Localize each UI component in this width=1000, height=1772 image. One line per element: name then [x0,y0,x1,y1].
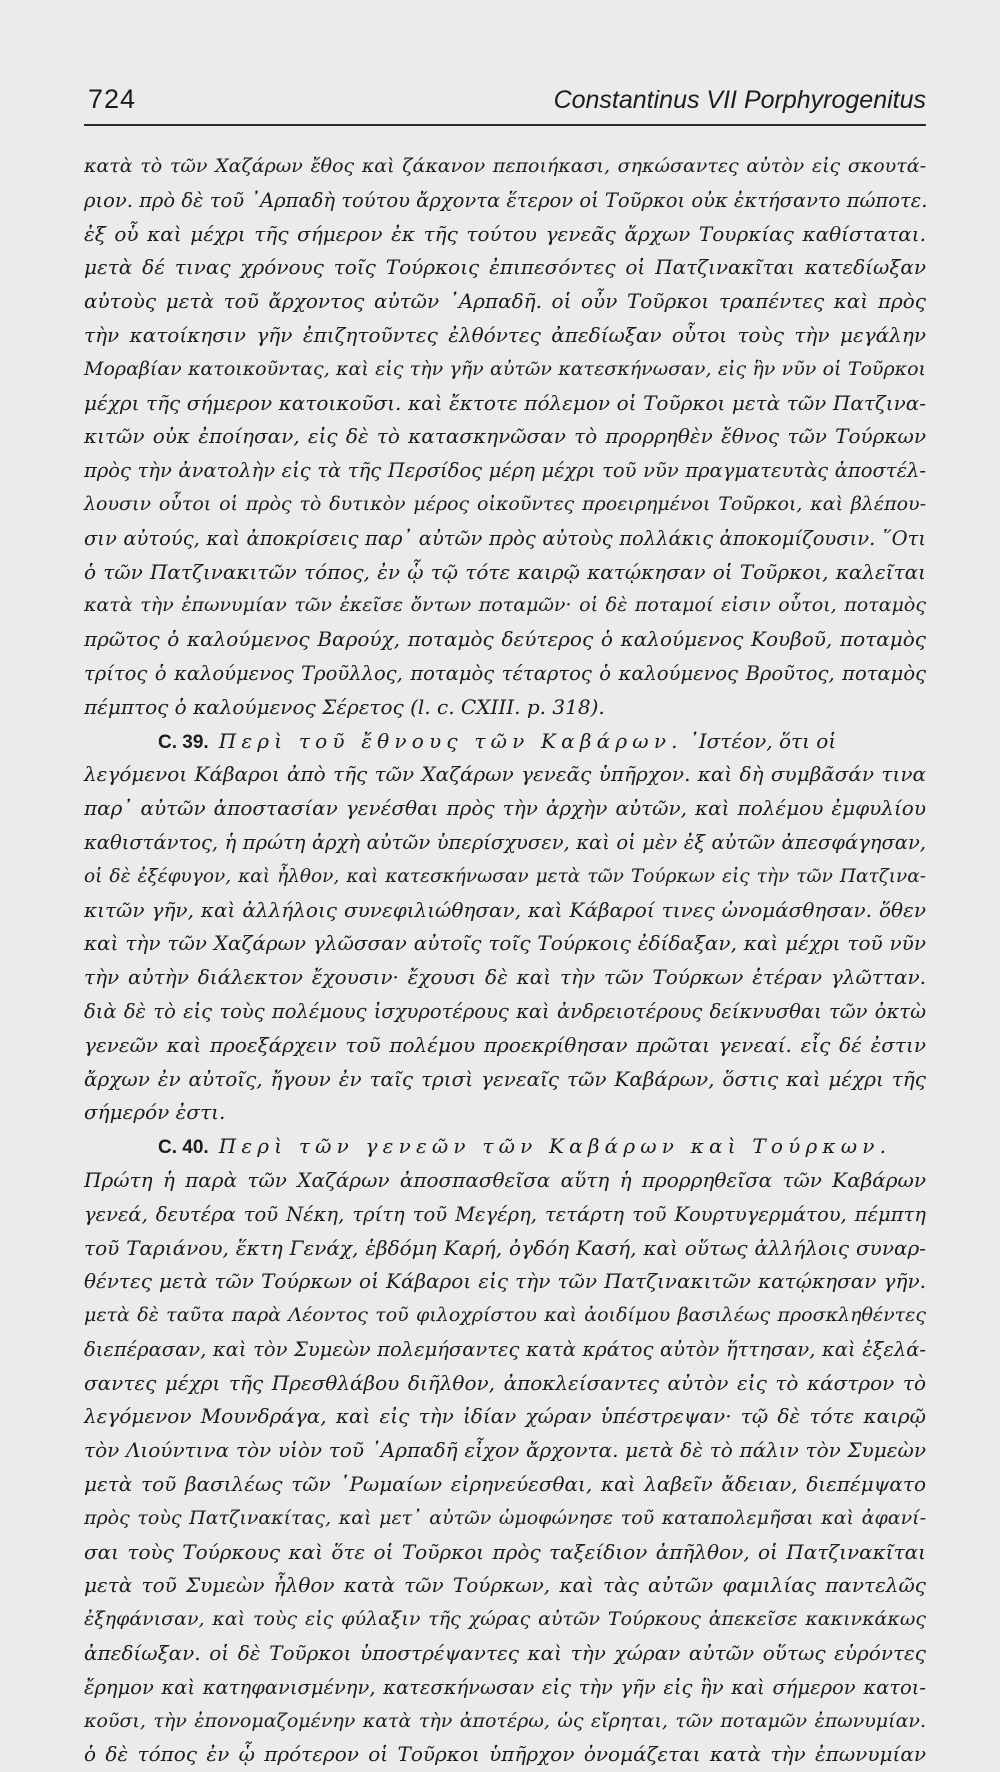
text-line: παρ᾿ αὐτῶν ἀποστασίαν γενέσθαι πρὸς τὴν ἀρχὴν αὐτῶν, καὶ πολέμου ἐμφυλίου [84,796,926,821]
running-title: Constantinus VII Porphyrogenitus [553,86,926,114]
section-number: C. 39. [158,731,209,753]
running-head [84,84,926,124]
text-line: Μοραβίαν κατοικοῦντας, καὶ εἰς τὴν γῆν αὐτῶν κατεσκήνωσαν, εἰς ἣν νῦν οἱ Τοῦρκοι [84,357,926,380]
section-title: Περὶ τῶν γενεῶν τῶν Καβάρων καὶ Τούρκων. [218,1134,892,1159]
text-line: κατὰ τὴν ἐπωνυμίαν τῶν ἐκεῖσε ὄντων ποταμῶν· οἱ δὲ ποταμοί εἰσιν οὗτοι, ποταμὸς [84,594,926,617]
section-title: Περὶ τοῦ ἔθνους τῶν Καβάρων. [218,728,683,753]
text-line: λεγόμενον Μουνδράγα, καὶ εἰς τὴν ἰδίαν χώραν ὑπέστρεψαν· τῷ δὲ τότε καιρῷ [84,1404,926,1429]
text-line: ὁ δὲ τόπος ἐν ᾧ πρότερον οἱ Τοῦρκοι ὑπῆρχον ὀνομάζεται κατὰ τὴν ἐπωνυμίαν [84,1742,926,1767]
text-line: κιτῶν οὐκ ἐποίησαν, εἰς δὲ τὸ κατασκηνῶσαν τὸ προρρηθὲν ἔθνος τῶν Τούρκων [84,424,926,449]
main-text [84,150,926,1772]
text-line: σιν αὐτούς, καὶ ἀποκρίσεις παρ᾿ αὐτῶν πρὸς αὐτοὺς πολλάκις ἀποκομίζουσιν. ῞Οτι [84,526,926,550]
text-line: τὸν Λιούντινα τὸν υἱὸν τοῦ ᾿Αρπαδῆ εἶχον ἄρχοντα. μετὰ δὲ τὸ πάλιν τὸν Συμεὼν [84,1438,926,1463]
text-line: Πρώτη ἡ παρὰ τῶν Χαζάρων ἀποσπασθεῖσα αὕτη ἡ προρρηθεῖσα τῶν Καβάρων [84,1167,926,1192]
text-line: λουσιν οὗτοι οἱ πρὸς τὸ δυτικὸν μέρος οἰκοῦντες προειρημένοι Τοῦρκοι, καὶ βλέπου- [84,492,926,515]
text-line: θέντες μετὰ τῶν Τούρκων οἱ Κάβαροι εἰς τὴν τῶν Πατζινακιτῶν κατῴκησαν γῆν. [84,1269,926,1294]
text-line: γενεά, δευτέρα τοῦ Νέκη, τρίτη τοῦ Μεγέρη, τετάρτη τοῦ Κουρτυγερμάτου, πέμπτη [84,1202,926,1226]
text-line: πέμπτος ὁ καλούμενος Σέρετος (l. c. CXIII. p. 318). [84,694,605,719]
text-line: ἔρημον καὶ κατηφανισμένην, κατεσκήνωσαν εἰς τὴν γῆν εἰς ἣν καὶ σήμερον κατοι- [84,1675,926,1699]
text-line: καθιστάντος, ἡ πρώτη ἀρχὴ αὐτῶν ὑπερίσχυσεν, καὶ οἱ μὲν ἐξ αὐτῶν ἀπεσφάγησαν, [84,830,926,854]
text-line: καὶ τὴν τῶν Χαζάρων γλῶσσαν αὐτοῖς τοῖς Τούρκοις ἐδίδαξαν, καὶ μέχρι τοῦ νῦν [84,931,926,956]
text-line: πρῶτος ὁ καλούμενος Βαρούχ, ποταμὸς δεύτερος ὁ καλούμενος Κουβοῦ, ποταμὸς [84,627,926,652]
text-line: πρὸς τὴν ἀνατολὴν εἰς τὰ τῆς Περσίδος μέρη μέχρι τοῦ νῦν πραγματευτὰς ἀποστέλ- [84,459,926,483]
text-line: σήμερόν ἐστι. [84,1100,226,1125]
text-line: τρίτος ὁ καλούμενος Τροῦλλος, ποταμὸς τέταρτος ὁ καλούμενος Βροῦτος, ποταμὸς [84,661,926,685]
section-heading-40 [84,1130,926,1164]
text-line: κατὰ τὸ τῶν Χαζάρων ἔθος καὶ ζάκανον πεποιήκασι, σηκώσαντες αὐτὸν εἰς σκουτά- [84,155,926,177]
text-line: σαντες μέχρι τῆς Πρεσθλάβου διῆλθον, ἀποκλείσαντες αὐτὸν εἰς τὸ κάστρον τὸ [84,1370,926,1395]
text-line: διὰ δὲ τὸ εἰς τοὺς πολέμους ἰσχυροτέρους καὶ ἀνδρειοτέρους δείκνυσθαι τῶν ὀκτὼ [84,999,926,1023]
text-line: πρὸς τοὺς Πατζινακίτας, καὶ μετ᾿ αὐτῶν ὡμοφώνησε τοῦ καταπολεμῆσαι καὶ ἀφανί- [84,1506,926,1529]
section-first-words: ᾿Ιστέον, ὅτι οἱ [688,728,837,753]
text-line: γενεῶν καὶ προεξάρχειν τοῦ πολέμου προεκρίθησαν πρῶται γενεαί. εἷς δέ ἐστιν [84,1032,926,1057]
text-line: τὴν αὐτὴν διάλεκτον ἔχουσιν· ἔχουσι δὲ καὶ τὴν τῶν Τούρκων ἑτέραν γλῶτταν. [84,965,926,990]
page-number: 724 [88,84,137,114]
text-line: μέχρι τῆς σήμερον κατοικοῦσι. καὶ ἔκτοτε πόλεμον οἱ Τοῦρκοι μετὰ τῶν Πατζινα- [84,390,926,415]
text-line: τοῦ Ταριάνου, ἕκτη Γενάχ, ἑβδόμη Καρή, ὀγδόη Κασή, καὶ οὕτως ἀλλήλοις συναρ- [84,1235,926,1260]
text-line: τὴν κατοίκησιν γῆν ἐπιζητοῦντες ἐλθόντες ἀπεδίωξαν οὗτοι τοὺς τὴν μεγάλην [84,322,926,347]
text-line: οἱ δὲ ἐξέφυγον, καὶ ἦλθον, καὶ κατεσκήνωσαν μετὰ τῶν Τούρκων εἰς τὴν τῶν Πατζινα- [84,865,926,887]
text-line: ριον. πρὸ δὲ τοῦ ᾿Αρπαδὴ τούτου ἄρχοντα ἕτερον οἱ Τοῦρκοι οὐκ ἐκτήσαντο πώποτε. [84,188,928,212]
text-line: διεπέρασαν, καὶ τὸν Συμεὼν πολεμήσαντες κατὰ κράτος αὐτὸν ἥττησαν, καὶ ἐξελά- [84,1337,926,1361]
text-line: ἐξηφάνισαν, καὶ τοὺς εἰς φύλαξιν τῆς χώρας αὐτῶν Τούρκους ἀπεκεῖσε κακινκάκως [84,1608,926,1631]
text-line: ἐξ οὗ καὶ μέχρι τῆς σήμερον ἐκ τῆς τούτου γενεᾶς ἄρχων Τουρκίας καθίσταται. [84,221,926,246]
text-line: μετὰ δέ τινας χρόνους τοῖς Τούρκοις ἐπιπεσόντες οἱ Πατζινακῖται κατεδίωξαν [84,255,926,280]
section-number: C. 40. [158,1137,209,1159]
text-line: αὐτοὺς μετὰ τοῦ ἄρχοντος αὐτῶν ᾿Αρπαδῆ. οἱ οὖν Τοῦρκοι τραπέντες καὶ πρὸς [84,289,926,314]
text-line: ὁ τῶν Πατζινακιτῶν τόπος, ἐν ᾧ τῷ τότε καιρῷ κατῴκησαν οἱ Τοῦρκοι, καλεῖται [84,559,926,584]
text-line: κοῦσι, τὴν ἐπονομαζομένην κατὰ τὴν ἀποτέρω, ὡς εἴρηται, τῶν ποταμῶν ἐπωνυμίαν. [84,1709,926,1732]
text-line: μετὰ τοῦ Συμεὼν ἦλθον κατὰ τῶν Τούρκων, καὶ τὰς αὐτῶν φαμιλίας παντελῶς [84,1573,926,1598]
text-line: μετὰ τοῦ βασιλέως τῶν ῾Ρωμαίων εἰρηνεύεσθαι, καὶ λαβεῖν ἄδειαν, διεπέμψατο [84,1472,926,1497]
text-line: ἀπεδίωξαν. οἱ δὲ Τοῦρκοι ὑποστρέψαντες καὶ τὴν χώραν αὐτῶν οὕτως εὑρόντες [84,1641,926,1666]
text-line: σαι τοὺς Τούρκους καὶ ὅτε οἱ Τοῦρκοι πρὸς ταξείδιον ἀπῆλθον, οἱ Πατζινακῖται [84,1539,926,1564]
section-heading-39 [84,725,926,759]
text-line: μετὰ δὲ ταῦτα παρὰ Λέοντος τοῦ φιλοχρίστου καὶ ἀοιδίμου βασιλέως προσκληθέντες [84,1304,926,1327]
header-rule [84,124,926,126]
text-line: λεγόμενοι Κάβαροι ἀπὸ τῆς τῶν Χαζάρων γενεᾶς ὑπῆρχον. καὶ δὴ συμβᾶσάν τινα [84,762,926,787]
text-line: ἄρχων ἐν αὐτοῖς, ἤγουν ἐν ταῖς τρισὶ γενεαῖς τῶν Καβάρων, ὅστις καὶ μέχρι τῆς [84,1066,926,1091]
text-line: κιτῶν γῆν, καὶ ἀλλήλοις συνεφιλιώθησαν, καὶ Κάβαροί τινες ὠνομάσθησαν. ὅθεν [84,897,926,922]
